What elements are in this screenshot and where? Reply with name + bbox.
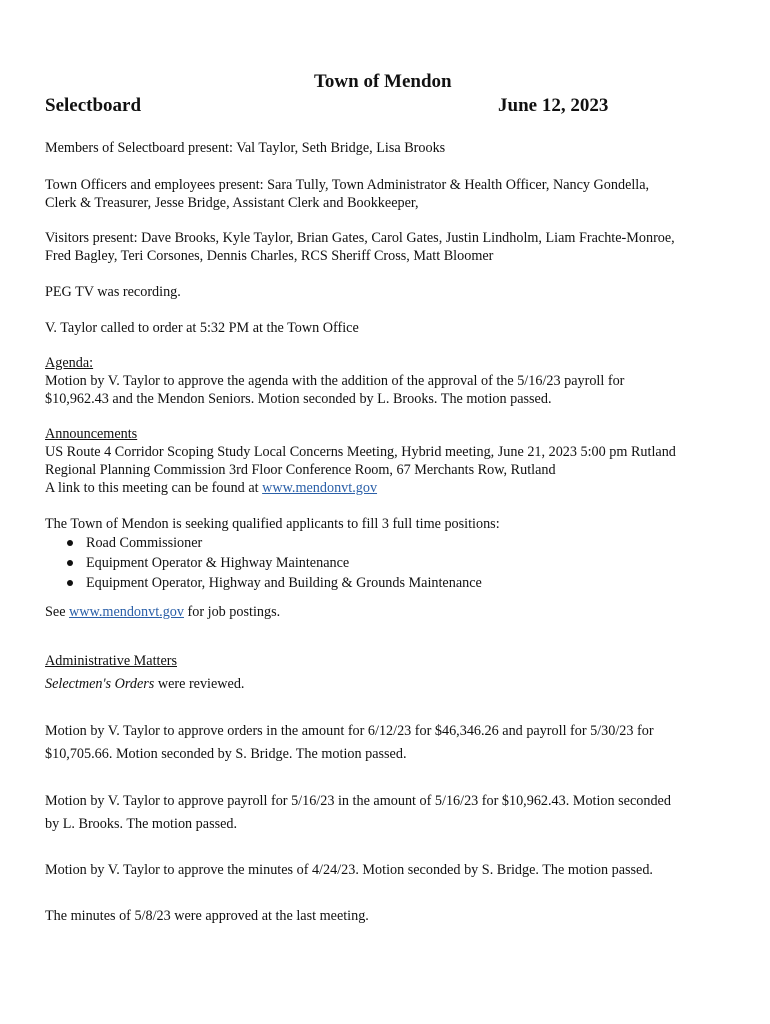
- peg-note: PEG TV was recording.: [45, 284, 181, 300]
- meeting-date: June 12, 2023: [498, 95, 609, 116]
- announcement-line-1: US Route 4 Corridor Scoping Study Local Concerns Meeting, Hybrid meeting, June 21, 2023 5:00 pm Rutland: [45, 444, 676, 460]
- mendon-website-link[interactable]: www.mendonvt.gov: [262, 480, 378, 496]
- job-list-item: [67, 574, 482, 592]
- announcement-line-2: Regional Planning Commission 3rd Floor Conference Room, 67 Merchants Row, Rutland: [45, 462, 556, 478]
- announcement-link-line: [45, 479, 377, 497]
- agenda-line-2: $10,962.43 and the Mendon Seniors. Motion seconded by L. Brooks. The motion passed.: [45, 391, 552, 407]
- officers-line-2: Clerk & Treasurer, Jesse Bridge, Assistant Clerk and Bookkeeper,: [45, 195, 419, 211]
- motion-2-line-2: by L. Brooks. The motion passed.: [45, 816, 238, 832]
- visitors-line-2: Fred Bagley, Teri Corsones, Dennis Charles, RCS Sheriff Cross, Matt Bloomer: [45, 248, 494, 264]
- orders-line: [45, 675, 244, 693]
- motion-1-line-1: Motion by V. Taylor to approve orders in the amount for 6/12/23 for $46,346.26 and payroll for 5/30/23 for: [45, 723, 654, 739]
- agenda-line-1: Motion by V. Taylor to approve the agenda with the addition of the approval of the 5/16/23 payroll for: [45, 373, 625, 389]
- bullet-icon: [67, 560, 73, 566]
- bullet-icon: [67, 580, 73, 586]
- motion-1-line-2: $10,705.66. Motion seconded by S. Bridge. The motion passed.: [45, 746, 407, 762]
- announcement-link-prefix: A link to this meeting can be found at: [45, 480, 263, 496]
- call-to-order: V. Taylor called to order at 5:32 PM at the Town Office: [45, 320, 359, 336]
- admin-heading: Administrative Matters: [45, 653, 177, 669]
- job-title: Road Commissioner: [86, 535, 203, 551]
- members-present: Members of Selectboard present: Val Taylor, Seth Bridge, Lisa Brooks: [45, 140, 446, 156]
- officers-line-1: Town Officers and employees present: Sara Tully, Town Administrator & Health Officer, Nancy Gondella,: [45, 177, 650, 193]
- town-title: Town of Mendon: [314, 71, 452, 92]
- job-list-item: [67, 534, 202, 552]
- job-title: Equipment Operator, Highway and Building & Grounds Maintenance: [86, 575, 482, 591]
- orders-rest: were reviewed.: [154, 676, 245, 692]
- visitors-line-1: Visitors present: Dave Brooks, Kyle Taylor, Brian Gates, Carol Gates, Justin Lindholm, Liam Frachte-Monroe,: [45, 230, 675, 246]
- job-title: Equipment Operator & Highway Maintenance: [86, 555, 350, 571]
- announcements-heading: Announcements: [45, 426, 138, 442]
- minutes-approved: The minutes of 5/8/23 were approved at the last meeting.: [45, 908, 369, 924]
- see-text: See: [45, 604, 70, 620]
- motion-2-line-1: Motion by V. Taylor to approve payroll for 5/16/23 in the amount of 5/16/23 for $10,962.43. Motion seconded: [45, 793, 671, 809]
- jobs-intro: The Town of Mendon is seeking qualified applicants to fill 3 full time positions:: [45, 516, 500, 532]
- job-list-item: [67, 554, 349, 572]
- job-postings-link[interactable]: www.mendonvt.gov: [69, 604, 184, 620]
- board-title: Selectboard: [45, 95, 142, 116]
- bullet-icon: [67, 540, 73, 546]
- job-postings-line: [45, 603, 280, 621]
- motion-3: Motion by V. Taylor to approve the minutes of 4/24/23. Motion seconded by S. Bridge. The motion passed.: [45, 862, 653, 878]
- agenda-heading: Agenda:: [45, 355, 94, 371]
- orders-italic: Selectmen's Orders: [45, 676, 155, 692]
- job-postings-suffix: for job postings.: [183, 604, 281, 620]
